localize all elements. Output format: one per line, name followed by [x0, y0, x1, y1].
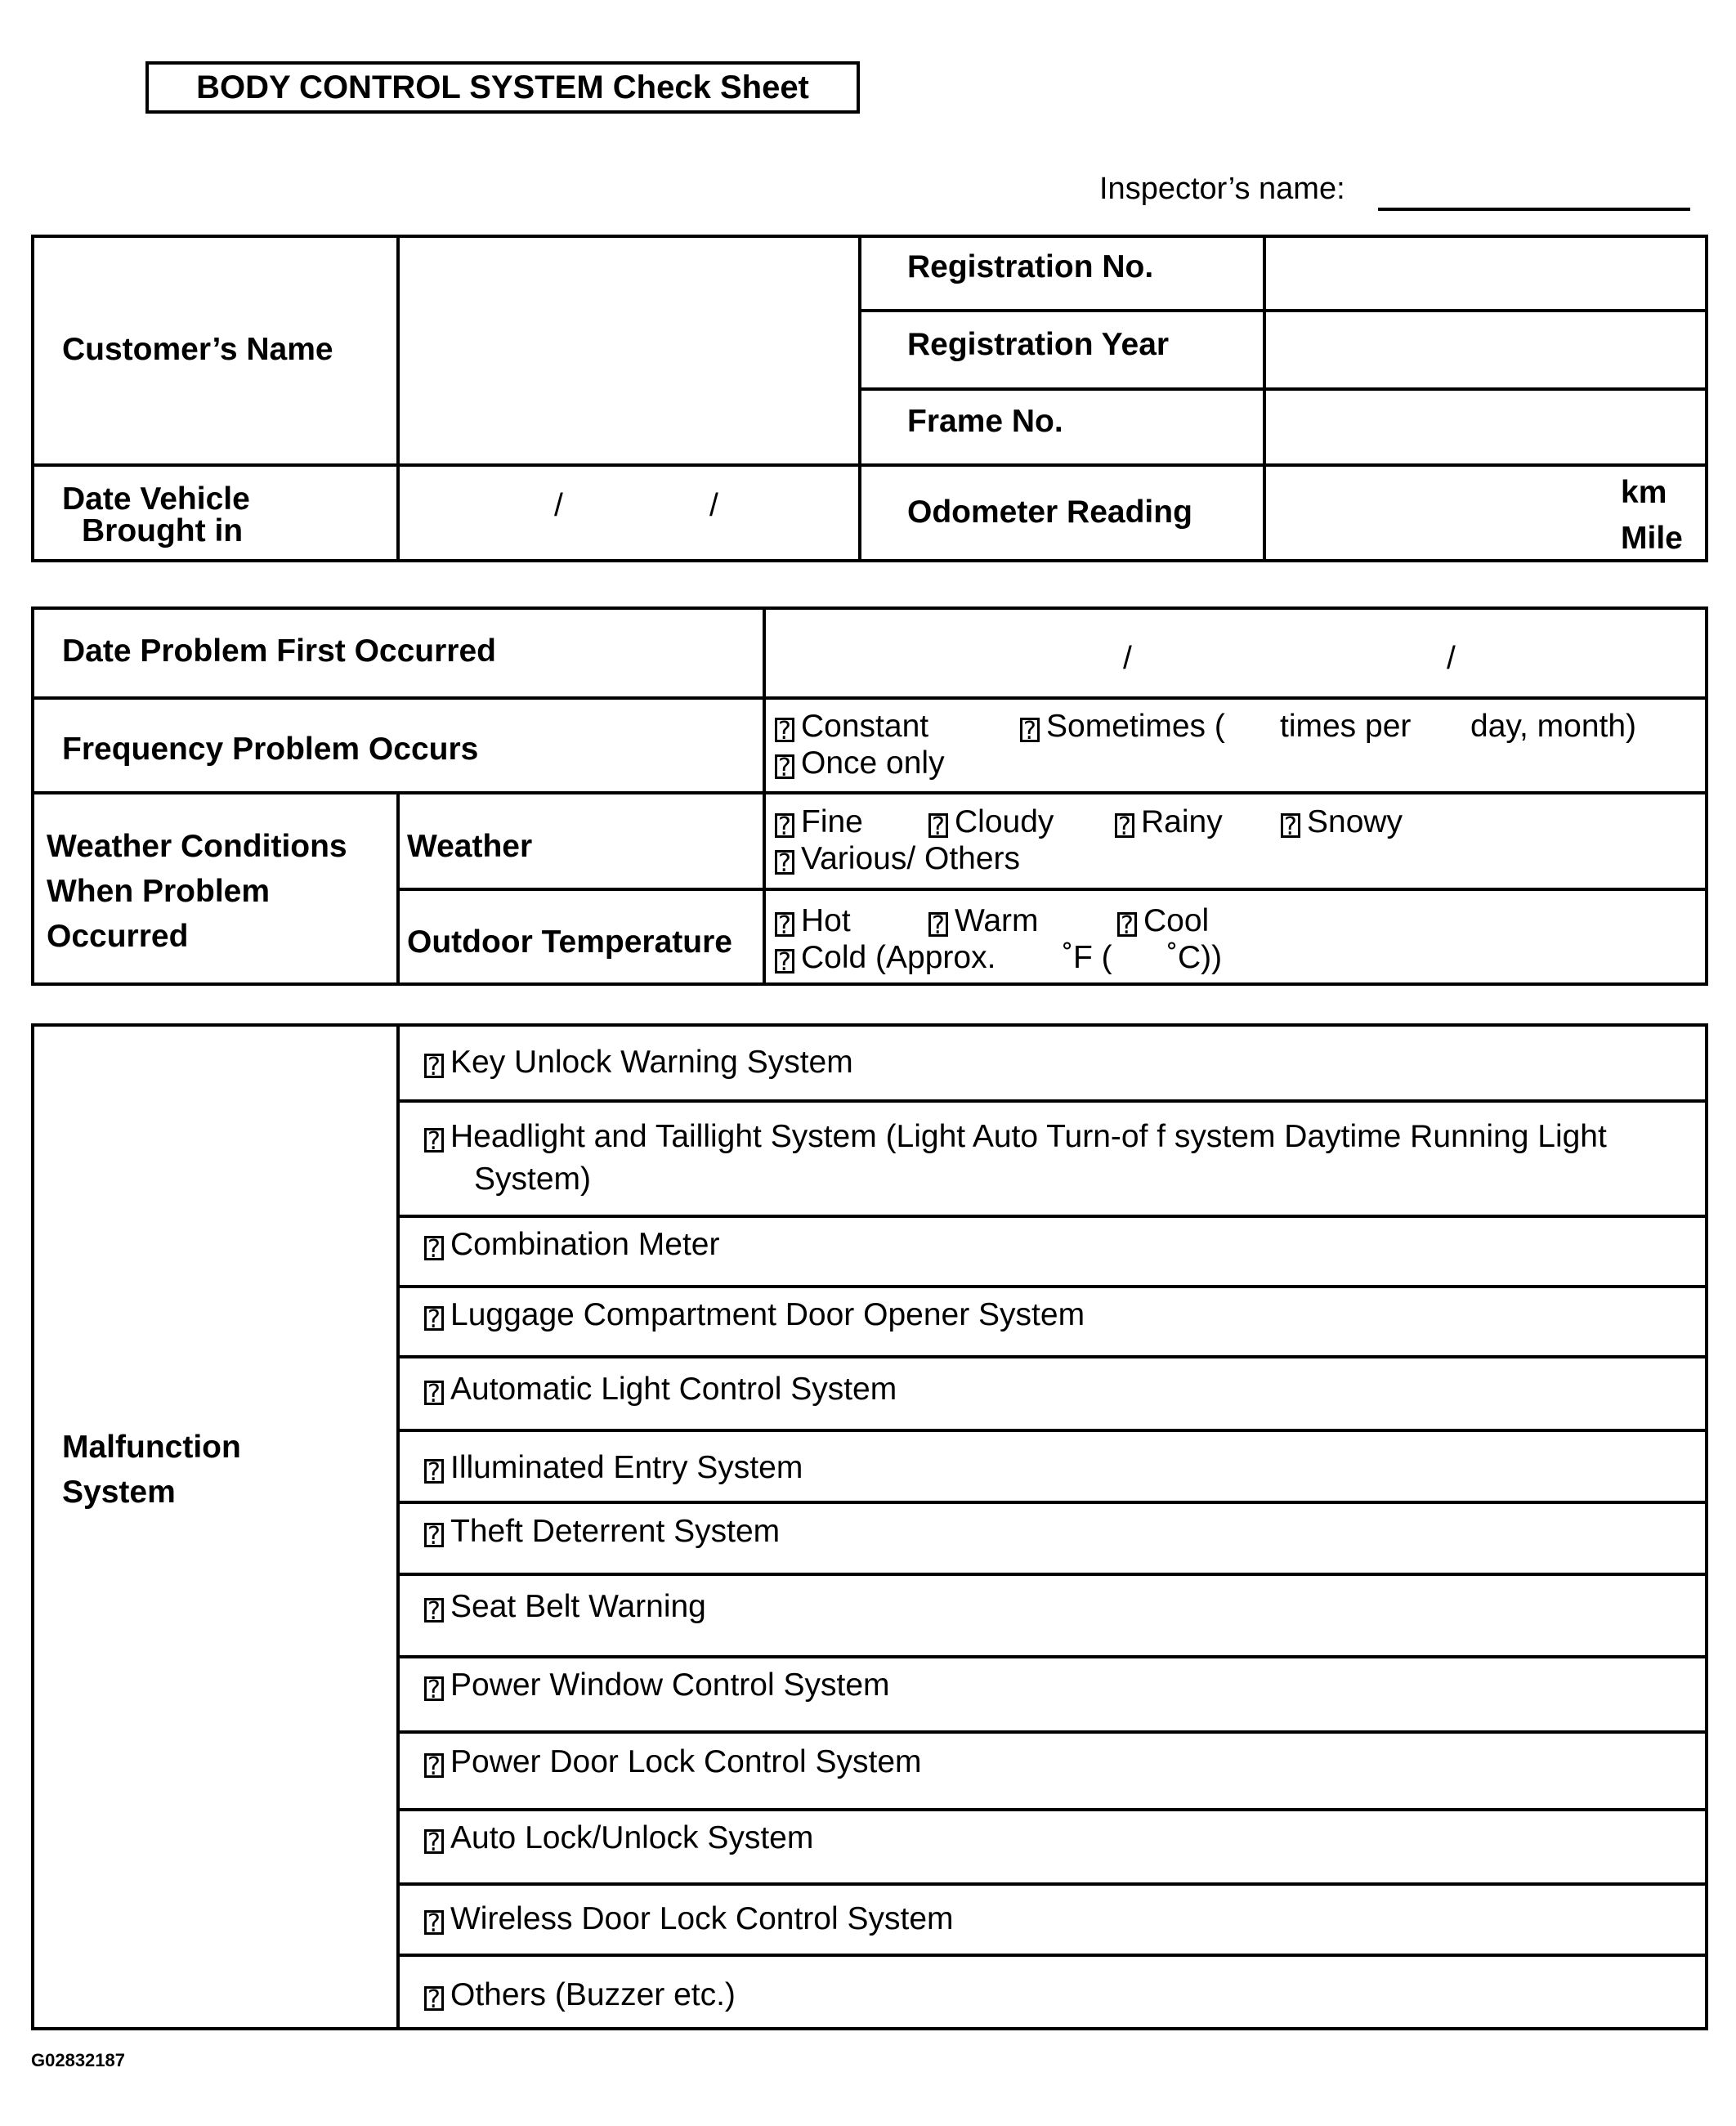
- date-brought-label-2: Brought in: [82, 513, 244, 548]
- registration-year-field[interactable]: [1266, 312, 1705, 387]
- registration-no-field[interactable]: [1266, 238, 1705, 309]
- checkbox-malfunction-item[interactable]: [424, 1044, 853, 1081]
- checkbox-malfunction-item[interactable]: [424, 1976, 736, 2014]
- weather-conditions-label-1: Weather Conditions: [47, 829, 347, 864]
- checkbox-icon: ?: [424, 1459, 444, 1484]
- checkbox-snowy[interactable]: ? Snowy: [1281, 803, 1403, 841]
- row-divider: [396, 1808, 1708, 1811]
- row-divider: [396, 1655, 1708, 1658]
- weather-conditions-label-3: Occurred: [47, 919, 189, 954]
- checkbox-malfunction-item[interactable]: [424, 1819, 813, 1857]
- malfunction-item-label: Power Window Control System: [450, 1667, 890, 1703]
- malfunction-item-label: Seat Belt Warning: [450, 1589, 706, 1624]
- customer-name-field[interactable]: [400, 238, 858, 463]
- checkbox-icon: ?: [1281, 813, 1300, 838]
- checkbox-icon: ?: [424, 1753, 444, 1778]
- checkbox-icon: ?: [1117, 912, 1137, 937]
- checkbox-various-others[interactable]: ? Various/ Others: [775, 840, 1020, 878]
- checkbox-rainy[interactable]: ? Rainy: [1115, 803, 1223, 841]
- sheet-title: BODY CONTROL SYSTEM Check Sheet: [145, 61, 860, 114]
- frame-no-label: Frame No.: [907, 404, 1063, 439]
- malfunction-item-label: Theft Deterrent System: [450, 1514, 781, 1549]
- date-separator: /: [1123, 641, 1132, 676]
- day-month-text: day, month): [1470, 709, 1637, 744]
- outdoor-temperature-label: Outdoor Temperature: [407, 924, 732, 960]
- checkbox-icon: ?: [424, 1523, 444, 1547]
- malfunction-label-2: System: [62, 1475, 176, 1510]
- checkbox-icon: ?: [775, 912, 794, 937]
- checkbox-icon: ?: [424, 1128, 444, 1153]
- checkbox-icon: ?: [775, 850, 794, 875]
- row-divider: [396, 1355, 1708, 1358]
- row-divider: [396, 1215, 1708, 1218]
- row-divider: [396, 1573, 1708, 1576]
- mile-unit: Mile: [1621, 521, 1683, 556]
- figure-code: G02832187: [31, 2050, 125, 2070]
- checkbox-warm[interactable]: ? Warm: [928, 902, 1039, 940]
- malfunction-item-label: Illuminated Entry System: [450, 1450, 803, 1485]
- malfunction-item-continuation: System): [474, 1161, 592, 1197]
- malfunction-item-label: Headlight and Taillight System (Light Auto Turn-of f system Daytime Running Light: [450, 1119, 1607, 1154]
- checkbox-cool[interactable]: ? Cool: [1117, 902, 1209, 940]
- checkbox-constant[interactable]: ? Constant: [775, 708, 928, 745]
- row-divider: [396, 1429, 1708, 1432]
- registration-year-label: Registration Year: [907, 327, 1170, 362]
- date-separator: /: [554, 488, 563, 523]
- checkbox-malfunction-item[interactable]: [424, 1226, 719, 1264]
- malfunction-item-label: Others (Buzzer etc.): [450, 1977, 736, 2012]
- checkbox-hot[interactable]: ? Hot: [775, 902, 851, 940]
- date-first-occurred-label: Date Problem First Occurred: [62, 633, 496, 669]
- row-divider: [396, 1285, 1708, 1288]
- checkbox-icon: ?: [775, 949, 794, 973]
- checkbox-icon: ?: [424, 1676, 444, 1701]
- checkbox-icon: ?: [775, 754, 794, 779]
- times-per-text: times per: [1280, 709, 1412, 744]
- checkbox-cold[interactable]: ? Cold (Approx.: [775, 939, 996, 977]
- fahrenheit-text: ˚F (: [1063, 940, 1112, 975]
- checkbox-icon: ?: [424, 1598, 444, 1622]
- malfunction-label-1: Malfunction: [62, 1430, 241, 1465]
- checkbox-icon: ?: [424, 1236, 444, 1260]
- checkbox-malfunction-item[interactable]: [424, 1900, 954, 1938]
- checkbox-malfunction-item[interactable]: [424, 1449, 803, 1487]
- km-unit: km: [1621, 475, 1667, 510]
- checkbox-icon: ?: [1115, 813, 1134, 838]
- checkbox-cloudy[interactable]: ? Cloudy: [928, 803, 1054, 841]
- date-separator: /: [709, 488, 718, 523]
- registration-no-label: Registration No.: [907, 249, 1154, 284]
- checkbox-icon: ?: [424, 1986, 444, 2011]
- checkbox-icon: ?: [928, 912, 948, 937]
- checkbox-malfunction-item[interactable]: [424, 1296, 1085, 1334]
- date-brought-label-1: Date Vehicle: [62, 481, 250, 517]
- checkbox-icon: ?: [928, 813, 948, 838]
- row-divider: [396, 1099, 1708, 1103]
- malfunction-item-label: Combination Meter: [450, 1227, 720, 1262]
- malfunction-item-label: Wireless Door Lock Control System: [450, 1901, 954, 1936]
- checkbox-icon: ?: [1020, 718, 1040, 742]
- checkbox-sometimes[interactable]: ? Sometimes (: [1020, 708, 1225, 745]
- inspector-label: Inspector’s name:: [1099, 172, 1345, 206]
- checkbox-icon: ?: [775, 813, 794, 838]
- date-separator: /: [1447, 641, 1456, 676]
- row-divider: [396, 1882, 1708, 1886]
- weather-label: Weather: [407, 829, 533, 864]
- frequency-label: Frequency Problem Occurs: [62, 732, 479, 767]
- malfunction-item-label: Luggage Compartment Door Opener System: [450, 1297, 1085, 1332]
- checkbox-malfunction-item[interactable]: [424, 1118, 1607, 1156]
- checkbox-malfunction-item[interactable]: [424, 1371, 897, 1408]
- checkbox-malfunction-item[interactable]: [424, 1588, 706, 1626]
- checkbox-icon: ?: [424, 1381, 444, 1405]
- malfunction-item-label: Key Unlock Warning System: [450, 1045, 853, 1080]
- malfunction-item-label: Auto Lock/Unlock System: [450, 1820, 814, 1855]
- checkbox-fine[interactable]: ? Fine: [775, 803, 863, 841]
- row-divider: [396, 1954, 1708, 1957]
- checkbox-icon: ?: [424, 1910, 444, 1935]
- checkbox-icon: ?: [424, 1054, 444, 1078]
- checkbox-malfunction-item[interactable]: [424, 1743, 922, 1781]
- checkbox-icon: ?: [424, 1829, 444, 1854]
- malfunction-item-label: Power Door Lock Control System: [450, 1744, 922, 1779]
- row-divider: [396, 1730, 1708, 1734]
- checkbox-malfunction-item[interactable]: [424, 1513, 780, 1551]
- frame-no-field[interactable]: [1266, 391, 1705, 463]
- inspector-name-line[interactable]: [1378, 208, 1690, 211]
- customer-name-label: Customer’s Name: [62, 332, 333, 367]
- odometer-label: Odometer Reading: [907, 495, 1192, 530]
- checkbox-once-only[interactable]: ? Once only: [775, 745, 945, 782]
- row-divider: [396, 1501, 1708, 1504]
- celsius-text: ˚C)): [1167, 940, 1223, 975]
- checkbox-malfunction-item[interactable]: [424, 1667, 890, 1704]
- weather-conditions-label-2: When Problem: [47, 874, 271, 909]
- malfunction-item-label: Automatic Light Control System: [450, 1372, 897, 1407]
- checkbox-icon: ?: [775, 718, 794, 742]
- checkbox-icon: ?: [424, 1306, 444, 1331]
